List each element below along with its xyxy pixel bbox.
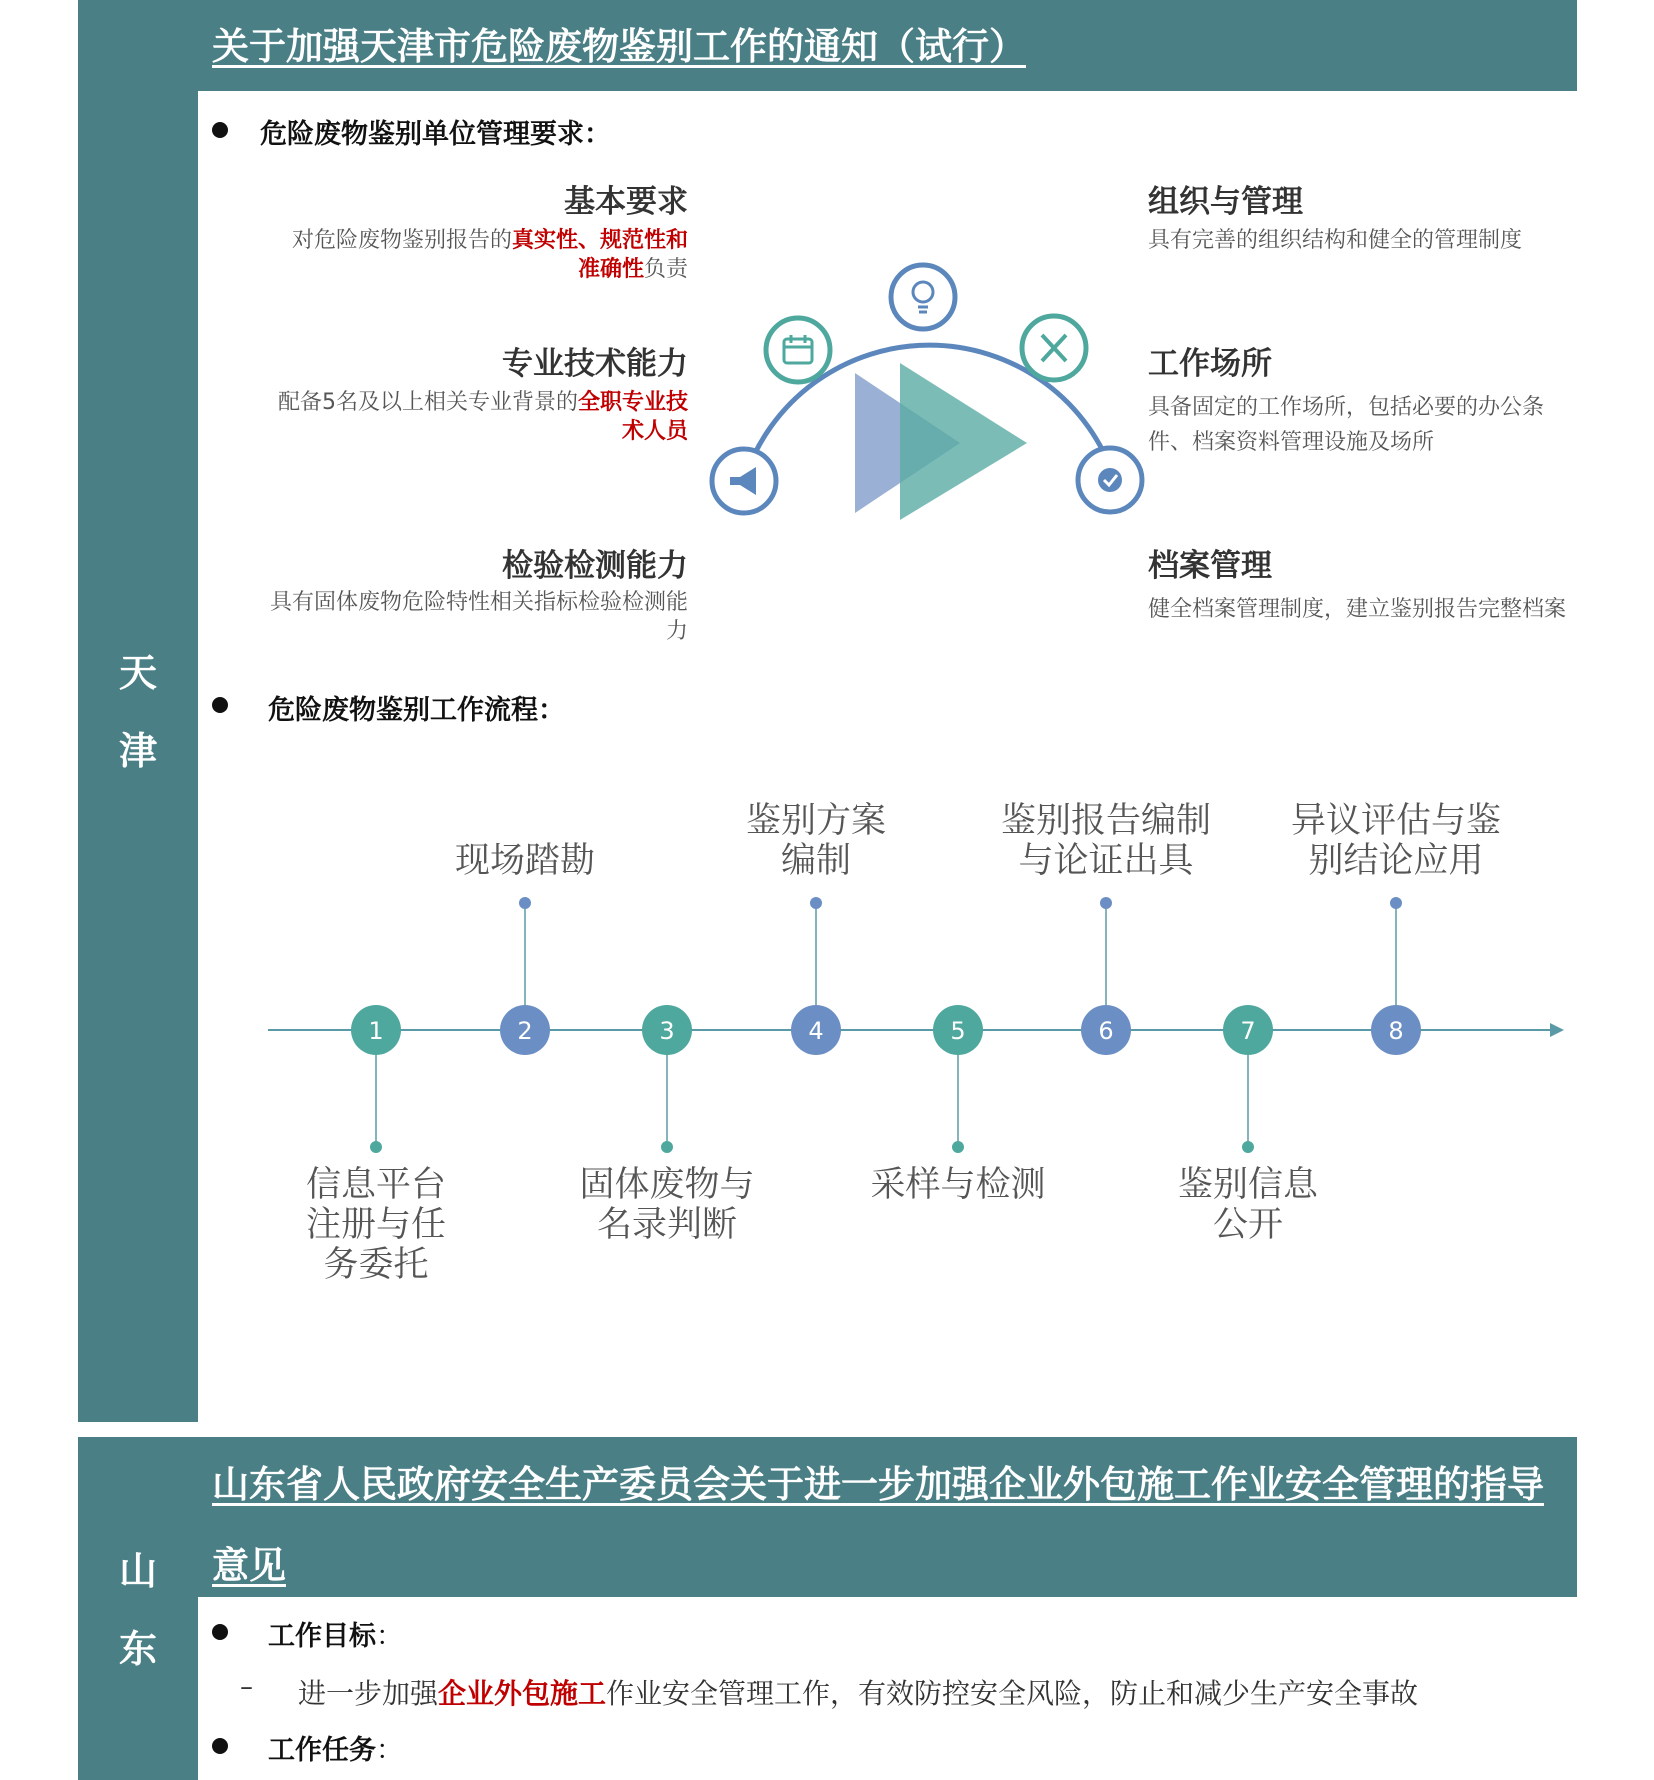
region-char-tian: 天 <box>118 651 157 695</box>
step-label-2 <box>395 841 655 881</box>
section-label-tasks: 工作任务： <box>268 1735 403 1766</box>
section-label-requirements: 危险废物鉴别单位管理要求： <box>260 119 611 150</box>
requirements-arc-graphic <box>700 255 1160 525</box>
step-label-line: 信息平台 <box>305 1165 446 1205</box>
region-char-jin: 津 <box>118 729 157 773</box>
shandong-sidebar <box>78 1437 198 1780</box>
bullet-dot <box>212 697 228 713</box>
step-label-line: 鉴别方案 <box>745 801 886 841</box>
step-label-line: 与论证出具 <box>1018 841 1194 881</box>
step-connector-dot <box>1242 1141 1254 1153</box>
step-label-line: 编制 <box>780 841 851 881</box>
step-label-6 <box>976 801 1236 881</box>
step-label-line: 名录判断 <box>596 1205 737 1245</box>
req-basic-desc: 对危险废物鉴别报告的真实性、规范性和准确性负责 <box>291 228 688 282</box>
step-label-7 <box>1118 1165 1378 1245</box>
req-organization-title: 组织与管理 <box>1148 184 1303 220</box>
step-label-line: 现场踏勘 <box>454 841 595 881</box>
step-connector-dot <box>519 897 531 909</box>
bullet-dot <box>212 122 228 138</box>
lightbulb-icon <box>891 265 955 329</box>
step-connector-dot <box>370 1141 382 1153</box>
req-testing-title: 检验检测能力 <box>502 548 688 584</box>
step-number-7: 7 <box>1240 1017 1256 1045</box>
step-connector-dot <box>810 897 822 909</box>
step-label-5 <box>828 1165 1088 1205</box>
step-number-5: 5 <box>950 1017 966 1045</box>
req-workplace-desc: 具备固定的工作场所，包括必要的办公条件、档案资料管理设施及场所 <box>1148 395 1545 455</box>
timeline-arrow-icon <box>1550 1023 1564 1037</box>
region-char-shan: 山 <box>118 1549 157 1593</box>
goal-text: 进一步加强企业外包施工作业安全管理工作，有效防控安全风险，防止和减少生产安全事故 <box>298 1677 1419 1710</box>
bullet-dot <box>212 1738 228 1754</box>
step-connector-dot <box>952 1141 964 1153</box>
step-label-line: 固体废物与 <box>579 1165 755 1205</box>
step-label-4 <box>686 801 946 881</box>
tools-icon <box>1022 316 1086 380</box>
step-label-3 <box>537 1165 797 1245</box>
step-label-line: 别结论应用 <box>1308 841 1484 881</box>
tianjin-title: 关于加强天津市危险废物鉴别工作的通知（试行） <box>212 25 1026 68</box>
list-dash: – <box>240 1672 253 1702</box>
check-icon <box>1078 448 1142 512</box>
megaphone-icon <box>712 449 776 513</box>
shandong-title: 山东省人民政府安全生产委员会关于进一步加强企业外包施工作业安全管理的指导意见 <box>212 1463 1544 1587</box>
section-label-process: 危险废物鉴别工作流程： <box>268 695 565 726</box>
req-professional-title: 专业技术能力 <box>502 346 688 382</box>
step-connector-dot <box>1390 897 1402 909</box>
section-label-goal: 工作目标： <box>268 1621 403 1652</box>
req-basic-title: 基本要求 <box>564 184 688 220</box>
req-professional-desc: 配备5名及以上相关专业背景的全职专业技术人员 <box>277 390 688 444</box>
region-char-dong: 东 <box>118 1627 157 1671</box>
step-number-8: 8 <box>1388 1017 1404 1045</box>
calendar-icon <box>766 318 830 382</box>
step-number-4: 4 <box>808 1017 824 1045</box>
step-connector-dot <box>661 1141 673 1153</box>
step-label-line: 鉴别信息 <box>1177 1165 1318 1205</box>
req-testing-desc: 具有固体废物危险特性相关指标检验检测能力 <box>270 590 689 644</box>
step-number-2: 2 <box>517 1017 533 1045</box>
req-organization-desc: 具有完善的组织结构和健全的管理制度 <box>1148 228 1523 253</box>
step-number-6: 6 <box>1098 1017 1114 1045</box>
step-label-line: 务委托 <box>323 1245 429 1285</box>
step-label-line: 异议评估与鉴 <box>1290 801 1501 841</box>
req-archive-desc: 健全档案管理制度，建立鉴别报告完整档案 <box>1148 597 1567 622</box>
step-label-8 <box>1266 801 1526 881</box>
step-label-line: 注册与任 <box>305 1205 446 1245</box>
step-label-line: 鉴别报告编制 <box>1000 801 1211 841</box>
tianjin-sidebar <box>78 0 198 1422</box>
req-workplace-title: 工作场所 <box>1148 346 1272 382</box>
step-label-line: 公开 <box>1212 1205 1283 1245</box>
step-label-1 <box>246 1165 506 1285</box>
play-icon <box>855 363 1027 520</box>
bullet-dot <box>212 1624 228 1640</box>
req-archive-title: 档案管理 <box>1148 548 1272 584</box>
step-connector-dot <box>1100 897 1112 909</box>
step-label-line: 采样与检测 <box>870 1165 1046 1205</box>
step-number-1: 1 <box>368 1017 384 1045</box>
step-number-3: 3 <box>659 1017 675 1045</box>
